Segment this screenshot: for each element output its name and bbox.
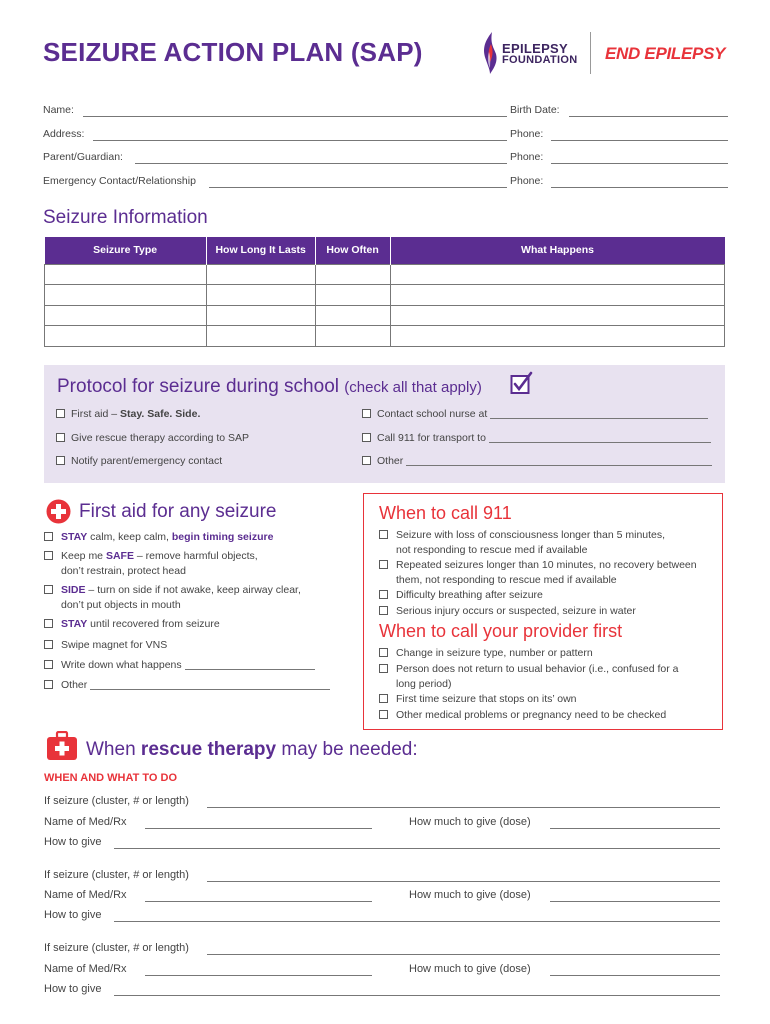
if-seizure-field[interactable] — [207, 807, 720, 808]
medical-kit-icon — [46, 731, 78, 761]
protocol-contact-nurse-option[interactable] — [362, 408, 708, 420]
birth-date-label: Birth Date: — [510, 104, 560, 116]
item-text: not responding to rescue med if available — [396, 543, 588, 556]
first-aid-cross-icon — [46, 499, 71, 524]
seizure-information-title: Seizure Information — [43, 207, 208, 228]
checkbox[interactable] — [56, 409, 65, 418]
dose-field[interactable] — [550, 828, 720, 829]
phone-label: Phone: — [510, 175, 544, 187]
if-seizure-label: If seizure (cluster, # or length) — [44, 795, 189, 807]
option-label: Call 911 for transport to — [377, 432, 486, 444]
table-cell[interactable] — [315, 305, 390, 326]
phone-field[interactable] — [551, 140, 728, 141]
parent-phone-field[interactable] — [551, 163, 728, 164]
checkbox[interactable] — [379, 694, 388, 703]
name-field[interactable] — [83, 116, 507, 117]
checkbox[interactable] — [362, 409, 371, 418]
option-label: First aid – — [71, 408, 121, 420]
table-cell[interactable] — [390, 264, 724, 285]
epilepsy-foundation-logo — [480, 30, 580, 76]
how-to-give-row — [44, 983, 720, 997]
how-to-give-label: How to give — [44, 836, 102, 848]
table-row — [45, 305, 725, 326]
how-to-give-field[interactable] — [114, 995, 720, 996]
column-header: Seizure Type — [45, 237, 207, 264]
parent-guardian-field[interactable] — [135, 163, 507, 164]
table-cell[interactable] — [206, 264, 315, 285]
dose-field[interactable] — [550, 901, 720, 902]
checkbox[interactable] — [44, 619, 53, 628]
protocol-call-911-option[interactable] — [362, 432, 711, 444]
when-to-call-provider-title: When to call your provider first — [379, 621, 623, 641]
phone-label: Phone: — [510, 151, 544, 163]
title-text: may be needed: — [276, 739, 418, 760]
how-to-give-label: How to give — [44, 983, 102, 995]
med-name-label: Name of Med/Rx — [44, 963, 127, 975]
emphasis-text: STAY — [61, 531, 88, 543]
table-cell[interactable] — [206, 326, 315, 347]
item-text: – remove harmful objects, — [133, 550, 258, 562]
item-text: them, not responding to rescue med if available — [396, 573, 617, 586]
checkbox[interactable] — [379, 560, 388, 569]
protocol-title — [57, 376, 482, 398]
emphasis-text: SIDE — [61, 584, 86, 596]
item-text: Seizure with loss of consciousness longer than 5 minutes, — [396, 529, 666, 541]
item-text: Change in seizure type, number or pattern — [396, 647, 593, 659]
when-and-what-heading: WHEN AND WHAT TO DO — [44, 772, 178, 784]
table-cell[interactable] — [206, 305, 315, 326]
protocol-first-aid-option[interactable] — [56, 408, 200, 420]
item-text: Other — [61, 679, 88, 691]
table-row — [45, 326, 725, 347]
flame-icon — [480, 30, 502, 76]
parent-guardian-row — [43, 151, 728, 165]
if-seizure-row — [44, 795, 720, 809]
checkbox[interactable] — [379, 590, 388, 599]
med-dose-row — [44, 889, 720, 903]
item-text: Difficulty breathing after seizure — [396, 589, 543, 601]
table-cell[interactable] — [315, 264, 390, 285]
table-header-row — [45, 237, 725, 264]
title-bold-text: rescue therapy — [140, 739, 277, 760]
table-cell[interactable] — [315, 326, 390, 347]
protocol-subtitle: (check all that apply) — [344, 379, 482, 396]
item-text: First time seizure that stops on its’ own — [396, 693, 577, 705]
checkbox[interactable] — [44, 585, 53, 594]
emergency-contact-field[interactable] — [209, 187, 507, 188]
table-cell[interactable] — [390, 326, 724, 347]
item-text: Repeated seizures longer than 10 minutes, no recovery between — [396, 559, 697, 571]
checkbox[interactable] — [44, 551, 53, 560]
med-name-field[interactable] — [145, 828, 372, 829]
how-to-give-field[interactable] — [114, 921, 720, 922]
when-to-call-box — [363, 493, 723, 730]
checkbox[interactable] — [56, 456, 65, 465]
option-label: Other — [377, 455, 404, 467]
checkbox[interactable] — [379, 710, 388, 719]
emergency-contact-row — [43, 175, 728, 189]
emergency-phone-field[interactable] — [551, 187, 728, 188]
if-seizure-row — [44, 869, 720, 883]
how-to-give-label: How to give — [44, 909, 102, 921]
option-label: Give rescue therapy according to SAP — [71, 432, 250, 444]
if-seizure-field[interactable] — [207, 954, 720, 955]
option-label-bold: Stay. Safe. Side. — [120, 408, 201, 420]
med-name-label: Name of Med/Rx — [44, 816, 127, 828]
when-to-call-911-title: When to call 911 — [379, 503, 512, 523]
option-label: Notify parent/emergency contact — [71, 455, 223, 467]
first-aid-other-field[interactable] — [90, 680, 330, 690]
checkbox[interactable] — [44, 640, 53, 649]
checkbox[interactable] — [44, 532, 53, 541]
seizure-info-table — [44, 237, 725, 347]
med-dose-row — [44, 816, 720, 830]
item-text: Keep me — [61, 550, 106, 562]
table-cell[interactable] — [45, 264, 207, 285]
table-cell[interactable] — [45, 285, 207, 306]
item-text: Person does not return to usual behavior (i.e., confused for a — [396, 663, 679, 675]
checkbox[interactable] — [56, 433, 65, 442]
table-cell[interactable] — [390, 285, 724, 306]
med-dose-row — [44, 963, 720, 977]
if-seizure-label: If seizure (cluster, # or length) — [44, 942, 189, 954]
logo-foundation-text: FOUNDATION — [502, 54, 578, 66]
table-row — [45, 285, 725, 306]
rescue-therapy-title — [86, 739, 418, 761]
end-epilepsy-logo: END EPILEPSY — [605, 44, 726, 63]
emphasis-text: SAFE — [105, 550, 134, 562]
item-text: don’t restrain, protect head — [61, 564, 186, 577]
transport-to-field[interactable] — [489, 433, 711, 443]
write-down-field[interactable] — [185, 660, 315, 670]
checkbox[interactable] — [379, 648, 388, 657]
table-cell[interactable] — [206, 285, 315, 306]
item-text: Swipe magnet for VNS — [61, 639, 168, 651]
checkbox[interactable] — [379, 606, 388, 615]
how-to-give-row — [44, 836, 720, 850]
med-name-field[interactable] — [145, 975, 372, 976]
table-cell[interactable] — [390, 305, 724, 326]
option-label: Contact school nurse at — [377, 408, 488, 420]
protocol-panel — [44, 365, 725, 483]
protocol-title-text: Protocol for seizure during school — [57, 376, 339, 397]
item-text: – turn on side if not awake, keep airway clear, — [85, 584, 301, 596]
checkbox[interactable] — [379, 530, 388, 539]
column-header: How Often — [315, 237, 390, 264]
address-row — [43, 128, 728, 142]
how-to-give-field[interactable] — [114, 848, 720, 849]
item-text: Serious injury occurs or suspected, seizure in water — [396, 605, 636, 617]
checkbox[interactable] — [379, 664, 388, 673]
protocol-rescue-therapy-option[interactable] — [56, 432, 249, 444]
item-text: Other medical problems or pregnancy need to be checked — [396, 709, 667, 721]
address-label: Address: — [43, 128, 85, 140]
how-to-give-row — [44, 909, 720, 923]
title-text: When — [86, 739, 141, 760]
logo-divider — [590, 32, 591, 74]
parent-guardian-label: Parent/Guardian: — [43, 151, 123, 163]
emphasis-text: STAY — [61, 618, 88, 630]
if-seizure-row — [44, 942, 720, 956]
emergency-contact-label: Emergency Contact/Relationship — [43, 175, 196, 187]
table-row — [45, 264, 725, 285]
page-title: SEIZURE ACTION PLAN (SAP) — [43, 37, 423, 67]
protocol-other-field[interactable] — [406, 456, 712, 466]
checkbox[interactable] — [362, 433, 371, 442]
med-name-field[interactable] — [145, 901, 372, 902]
checkbox[interactable] — [44, 660, 53, 669]
phone-label: Phone: — [510, 128, 544, 140]
checkbox-checked-icon — [510, 371, 534, 395]
item-text: until recovered from seizure — [87, 618, 220, 630]
dose-field[interactable] — [550, 975, 720, 976]
name-row — [43, 104, 728, 118]
protocol-other-option[interactable] — [362, 455, 712, 467]
protocol-notify-parent-option[interactable] — [56, 455, 222, 467]
column-header: What Happens — [390, 237, 724, 264]
table-cell[interactable] — [45, 326, 207, 347]
if-seizure-label: If seizure (cluster, # or length) — [44, 869, 189, 881]
table-cell[interactable] — [315, 285, 390, 306]
birth-date-field[interactable] — [569, 116, 728, 117]
dose-label: How much to give (dose) — [409, 889, 531, 901]
item-text: calm, keep calm, — [87, 531, 172, 543]
dose-label: How much to give (dose) — [409, 816, 531, 828]
med-name-label: Name of Med/Rx — [44, 889, 127, 901]
name-label: Name: — [43, 104, 74, 116]
contact-nurse-field[interactable] — [490, 409, 708, 419]
column-header: How Long It Lasts — [206, 237, 315, 264]
table-cell[interactable] — [45, 305, 207, 326]
if-seizure-field[interactable] — [207, 881, 720, 882]
item-text: Write down what happens — [61, 659, 182, 671]
address-field[interactable] — [93, 140, 507, 141]
dose-label: How much to give (dose) — [409, 963, 531, 975]
checkbox[interactable] — [362, 456, 371, 465]
item-text: don’t put objects in mouth — [61, 598, 181, 611]
logo-epilepsy-text: EPILEPSY — [502, 41, 568, 56]
emphasis-text: begin timing seizure — [171, 531, 274, 543]
checkbox[interactable] — [44, 680, 53, 689]
first-aid-title: First aid for any seizure — [79, 501, 277, 522]
item-text: long period) — [396, 677, 452, 690]
